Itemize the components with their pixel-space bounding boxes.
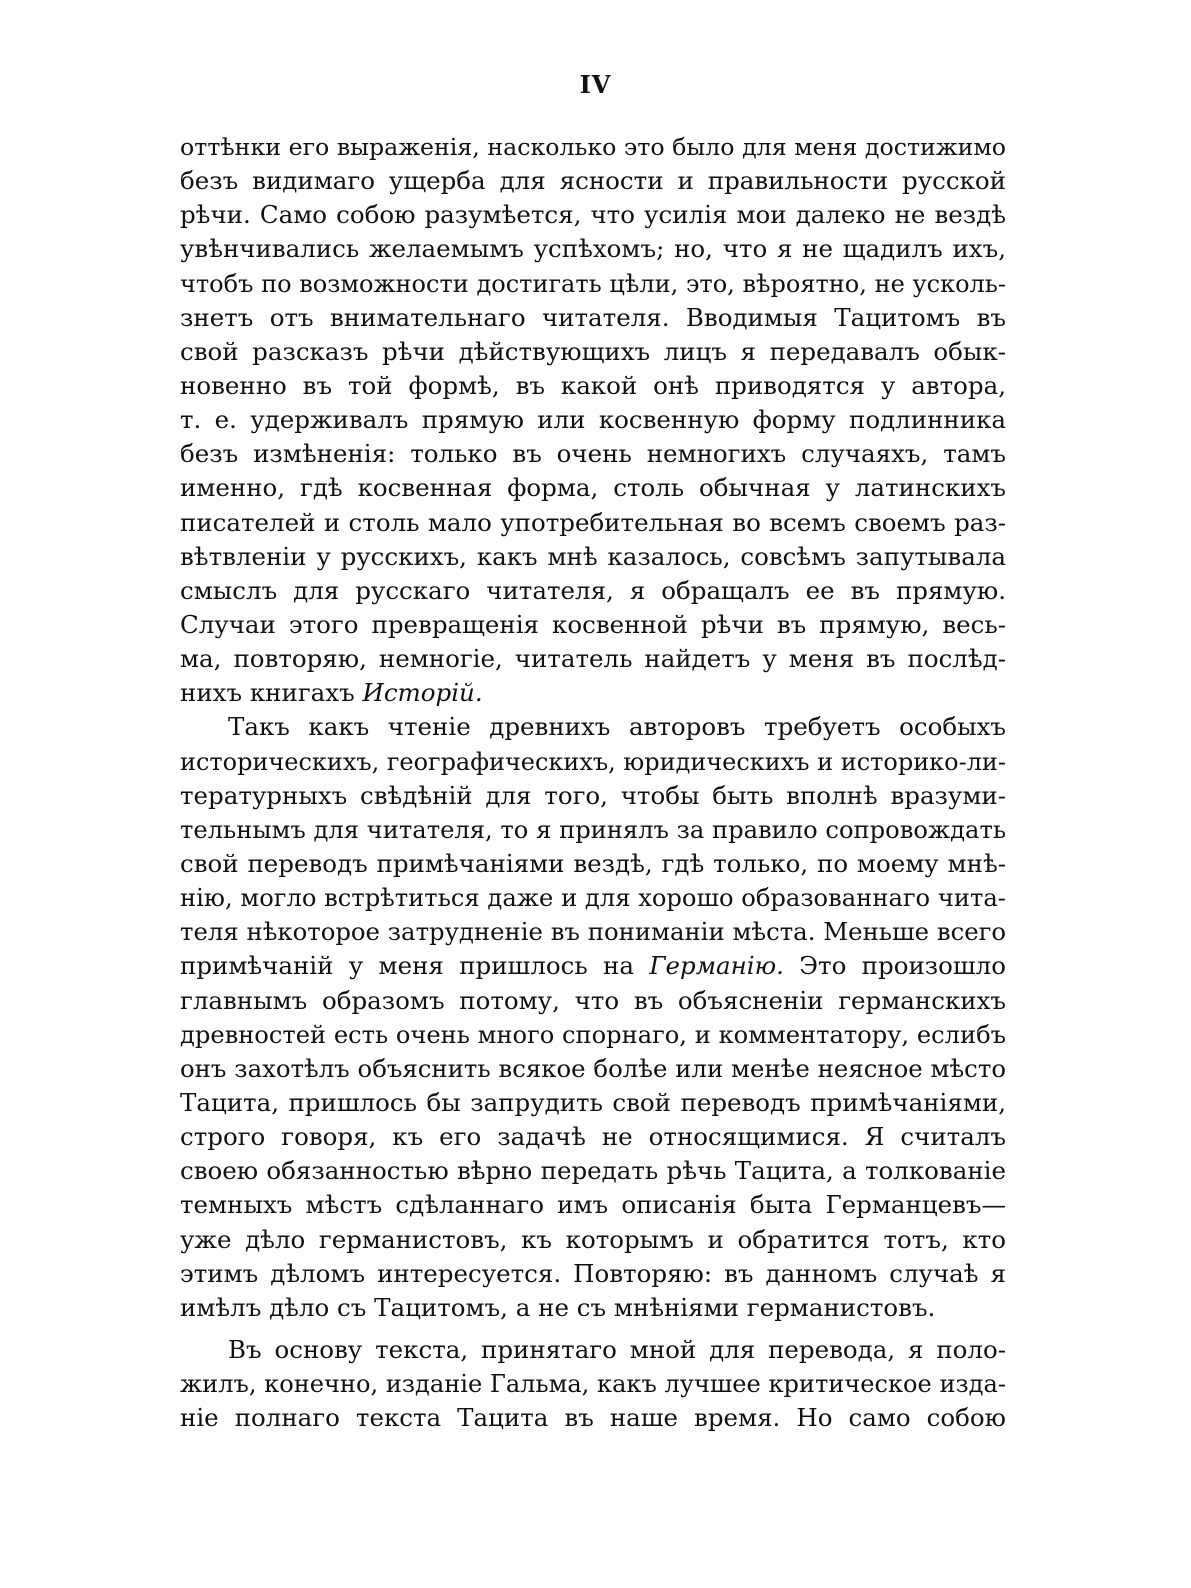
text-line: теля нѣкоторое затрудненіе въ пониманіи мѣста. Меньше всего	[180, 917, 1006, 947]
text-line: именно, гдѣ косвенная форма, столь обычная у латинскихъ	[180, 473, 1006, 503]
text-line: Тацита, пришлось бы запрудить свой переводъ примѣчаніями,	[180, 1087, 1006, 1117]
text-line: своею обязанностью вѣрно передать рѣчь Тацита, а толкованіе	[180, 1156, 1006, 1186]
text-line: нію, могло встрѣтиться даже и для хорошо образованнаго чита-	[180, 884, 1006, 913]
text-line	[180, 949, 1006, 983]
text-line: онъ захотѣлъ объяснить всякое болѣе или менѣе неясное мѣсто	[180, 1053, 1006, 1083]
paragraph	[180, 710, 1006, 1325]
text-line: темныхъ мѣстъ сдѣланнаго имъ описанія быта Германцевъ—	[180, 1190, 1006, 1220]
paragraph-gap	[180, 1325, 1006, 1333]
page-number: IV	[579, 70, 612, 99]
italic-title-histories: Исторій.	[362, 678, 483, 708]
body-text	[180, 130, 1006, 1435]
text-line: Въ основу текста, принятаго мной для перевода, я поло-	[228, 1334, 1006, 1364]
text-line: историческихъ, географическихъ, юридическихъ и историко-ли-	[180, 747, 1006, 776]
text-line: главнымъ образомъ потому, что въ объясненіи германскихъ	[180, 985, 1006, 1015]
text-line: смыслъ для русскаго читателя, я обращалъ ее въ прямую.	[180, 575, 1006, 605]
text-line: ма, повторяю, немногіе, читатель найдетъ у меня въ послѣд-	[180, 644, 1006, 674]
text-line: оттѣнки его выраженія, насколько это было для меня достижимо	[180, 133, 1006, 161]
text-line: т. е. удерживалъ прямую или косвенную форму подлинника	[180, 405, 1006, 435]
text-line: писателей и столь мало употребительная во всемъ своемъ раз-	[180, 507, 1006, 537]
text-line: имѣлъ дѣло съ Тацитомъ, а не съ мнѣніями германистовъ.	[180, 1292, 936, 1322]
text-line: новенно въ той формѣ, въ какой онѣ приводятся у автора,	[180, 370, 1006, 400]
text-line: строго говоря, къ его задачѣ не относящимися. Я считалъ	[180, 1122, 1006, 1152]
text-line: увѣнчивались желаемымъ успѣхомъ; но, что я не щадилъ ихъ,	[180, 234, 1006, 264]
text-line: чтобъ по возможности достигать цѣли, это, вѣроятно, не усколь-	[180, 269, 1006, 298]
text-line: знетъ отъ внимательнаго читателя. Вводимыя Тацитомъ въ	[180, 302, 1006, 332]
text-line: тературныхъ свѣдѣній для того, чтобы быть вполнѣ вразуми-	[180, 780, 1006, 810]
text-line: тельнымъ для читателя, то я принялъ за правило сопровождать	[180, 815, 1006, 844]
text-line: свой переводъ примѣчаніями вездѣ, гдѣ только, по моему мнѣ-	[180, 848, 1006, 878]
text-line: этимъ дѣломъ интересуется. Повторяю: въ данномъ случаѣ я	[180, 1258, 1006, 1288]
text-line: рѣчи. Само собою разумѣется, что усилія мои далеко не вездѣ	[180, 200, 1006, 230]
italic-title-germania: Германію.	[649, 951, 784, 981]
text-line: уже дѣло германистовъ, къ которымъ и обратится тотъ, кто	[180, 1224, 1006, 1254]
text-line: безъ видимаго ущерба для ясности и правильности русской	[180, 166, 1006, 196]
text-line: безъ измѣненія: только въ очень немногихъ случаяхъ, тамъ	[180, 439, 1006, 469]
text-line: Случаи этого превращенія косвенной рѣчи въ прямую, весь-	[180, 609, 1006, 639]
text-line: свой разсказъ рѣчи дѣйствующихъ лицъ я передавалъ обык-	[180, 336, 1006, 366]
text-fragment: Это произошло	[783, 951, 1006, 981]
paragraph	[180, 1333, 1006, 1435]
text-line: жилъ, конечно, изданіе Гальма, какъ лучшее критическое изда-	[180, 1370, 1006, 1399]
text-fragment: примѣчаній у меня пришлось на	[180, 951, 650, 981]
text-line: вѣтвленіи у русскихъ, какъ мнѣ казалось, совсѣмъ запутывала	[180, 541, 1006, 571]
text-fragment: нихъ книгахъ	[180, 678, 363, 708]
text-line: ніе полнаго текста Тацита въ наше время. Но само собою	[180, 1403, 1006, 1433]
text-line: Такъ какъ чтеніе древнихъ авторовъ требуетъ особыхъ	[228, 712, 1006, 742]
paragraph	[180, 130, 1006, 710]
text-line: древностей есть очень много спорнаго, и комментатору, еслибъ	[180, 1020, 1006, 1049]
text-line	[180, 676, 1006, 710]
